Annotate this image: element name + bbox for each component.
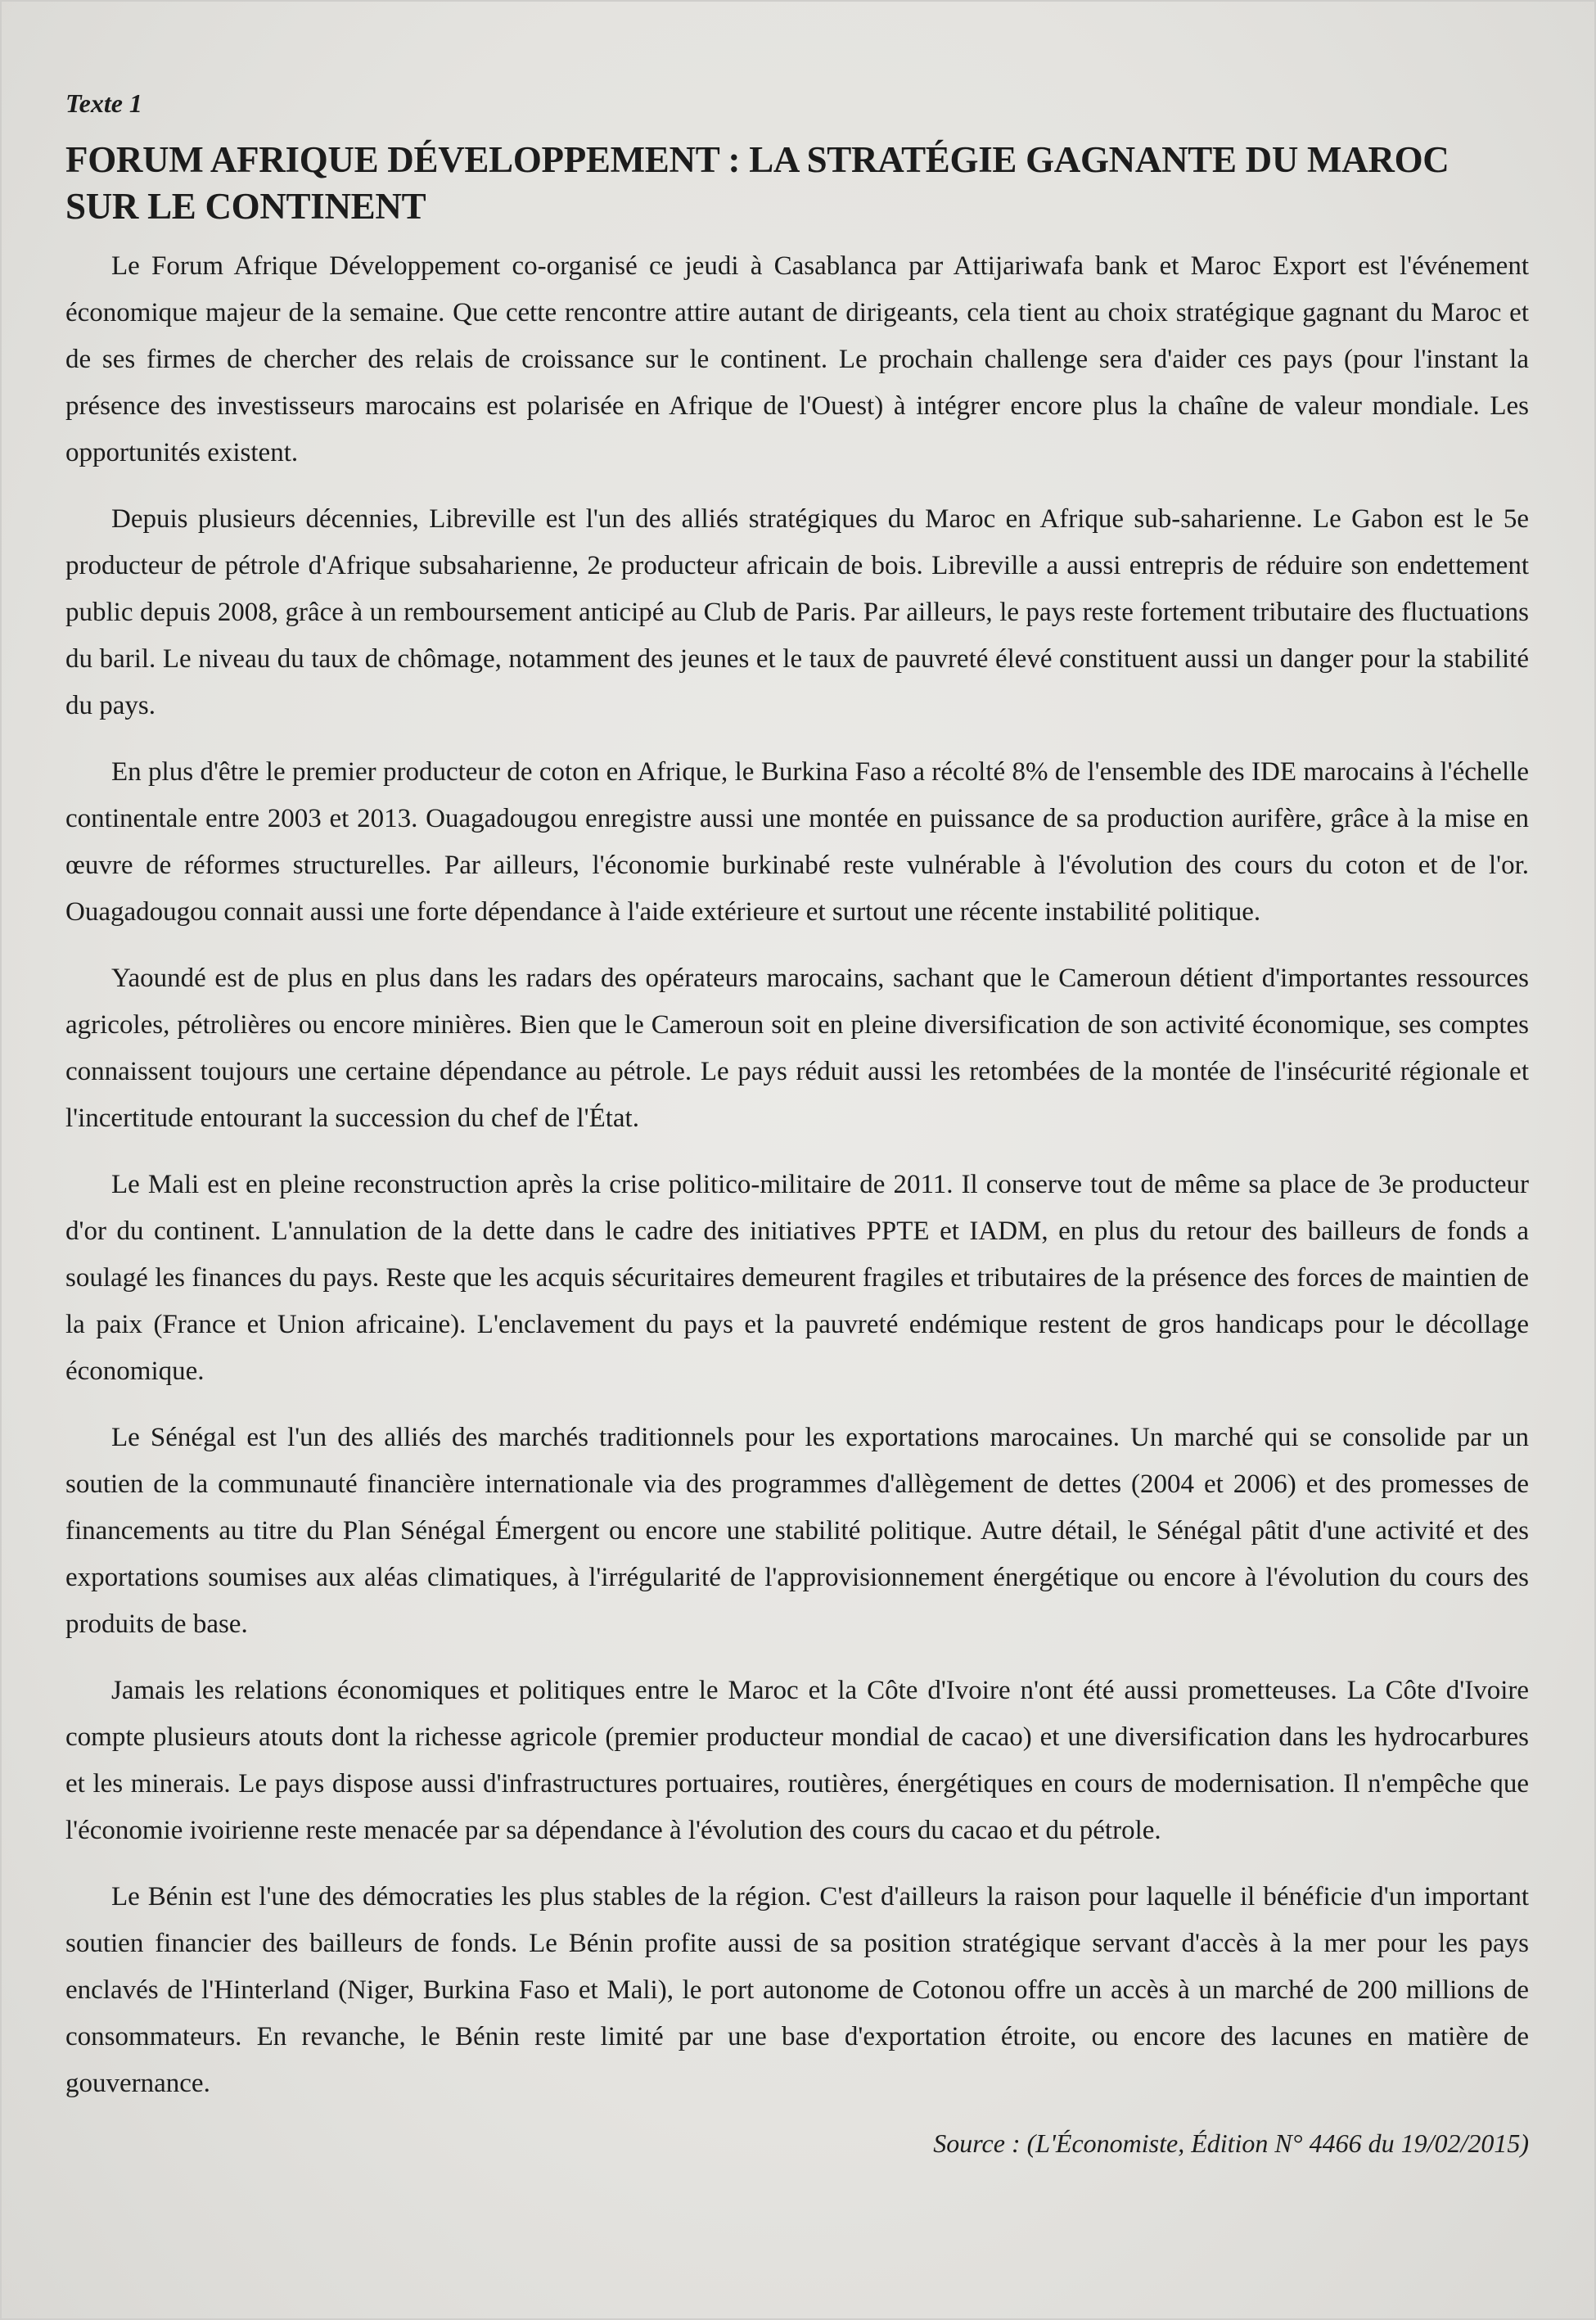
paragraph-gabon: Depuis plusieurs décennies, Libreville est l'un des alliés stratégiques du Maroc en Afrique sub-saharienne. Le Gabon est le 5e producteur de pétrole d'Afrique subsaharienne, 2e producteur africain de bois. Libreville a aussi entrepris de réduire son endettement public depuis 2008, grâce à un remboursement anticipé au Club de Paris. Par ailleurs, le pays reste fortement tributaire des fluctuations du baril. Le niveau du taux de chômage, notamment des jeunes et le taux de pauvreté élevé constituent aussi un danger pour la stabilité du pays.	[65, 504, 1529, 720]
paragraph-benin: Le Bénin est l'une des démocraties les plus stables de la région. C'est d'ailleurs la raison pour laquelle il bénéficie d'un important soutien financier des bailleurs de fonds. Le Bénin profite aussi de sa position stratégique servant d'accès à la mer pour les pays enclavés de l'Hinterland (Niger, Burkina Faso et Mali), le port autonome de Cotonou offre un accès à un marché de 200 millions de consommateurs. En revanche, le Bénin reste limité par une base d'exportation étroite, ou encore des lacunes en matière de gouvernance.	[65, 1882, 1529, 2098]
text-number-label: Texte 1	[65, 88, 142, 118]
paragraph-intro: Le Forum Afrique Développement co-organisé ce jeudi à Casablanca par Attijariwafa bank et Maroc Export est l'événement économique majeur de la semaine. Que cette rencontre attire autant de dirigeants, cela tient au choix stratégique gagnant du Maroc et de ses firmes de chercher des relais de croissance sur le continent. Le prochain challenge sera d'aider ces pays (pour l'instant la présence des investisseurs marocains est polarisée en Afrique de l'Ouest) à intégrer encore plus la chaîne de valeur mondiale. Les opportunités existent.	[65, 251, 1529, 467]
paragraph-cote-divoire: Jamais les relations économiques et politiques entre le Maroc et la Côte d'Ivoire n'ont été aussi prometteuses. La Côte d'Ivoire compte plusieurs atouts dont la richesse agricole (premier producteur mondial de cacao) et une diversification dans les hydrocarbures et les minerais. Le pays dispose aussi d'infrastructures portuaires, routières, énergétiques en cours de modernisation. Il n'empêche que l'économie ivoirienne reste menacée par sa dépendance à l'évolution des cours du cacao et du pétrole.	[65, 1676, 1529, 1845]
paragraph-cameroun: Yaoundé est de plus en plus dans les radars des opérateurs marocains, sachant que le Cameroun détient d'importantes ressources agricoles, pétrolières ou encore minières. Bien que le Cameroun soit en pleine diversification de son activité économique, ses comptes connaissent toujours une certaine dépendance au pétrole. Le pays réduit aussi les retombées de la montée de l'insécurité régionale et l'incertitude entourant la succession du chef de l'État.	[65, 964, 1529, 1133]
article-headline: FORUM AFRIQUE DÉVELOPPEMENT : LA STRATÉGIE GAGNANTE DU MAROC SUR LE CONTINENT	[65, 139, 1449, 227]
paragraph-burkina-faso: En plus d'être le premier producteur de coton en Afrique, le Burkina Faso a récolté 8% de l'ensemble des IDE marocains à l'échelle continentale entre 2003 et 2013. Ouagadougou enregistre aussi une montée en puissance de sa production aurifère, grâce à la mise en œuvre de réformes structurelles. Par ailleurs, l'économie burkinabé reste vulnérable à l'évolution des cours du coton et de l'or. Ouagadougou connait aussi une forte dépendance à l'aide extérieure et surtout une récente instabilité politique.	[65, 757, 1529, 927]
paragraph-senegal: Le Sénégal est l'un des alliés des marchés traditionnels pour les exportations marocaines. Un marché qui se consolide par un soutien de la communauté financière internationale via des programmes d'allègement de dettes (2004 et 2006) et des promesses de financements au titre du Plan Sénégal Émergent ou encore une stabilité politique. Autre détail, le Sénégal pâtit d'une activité et des exportations soumises aux aléas climatiques, à l'irrégularité de l'approvisionnement énergétique ou encore à l'évolution du cours des produits de base.	[65, 1423, 1529, 1639]
paragraph-mali: Le Mali est en pleine reconstruction après la crise politico-militaire de 2011. Il conserve tout de même sa place de 3e producteur d'or du continent. L'annulation de la dette dans le cadre des initiatives PPTE et IADM, en plus du retour des bailleurs de fonds a soulagé les finances du pays. Reste que les acquis sécuritaires demeurent fragiles et tributaires de la présence des forces de maintien de la paix (France et Union africaine). L'enclavement du pays et la pauvreté endémique restent de gros handicaps pour le décollage économique.	[65, 1170, 1529, 1386]
source-citation: Source : (L'Économiste, Édition N° 4466 du 19/02/2015)	[933, 2128, 1529, 2158]
